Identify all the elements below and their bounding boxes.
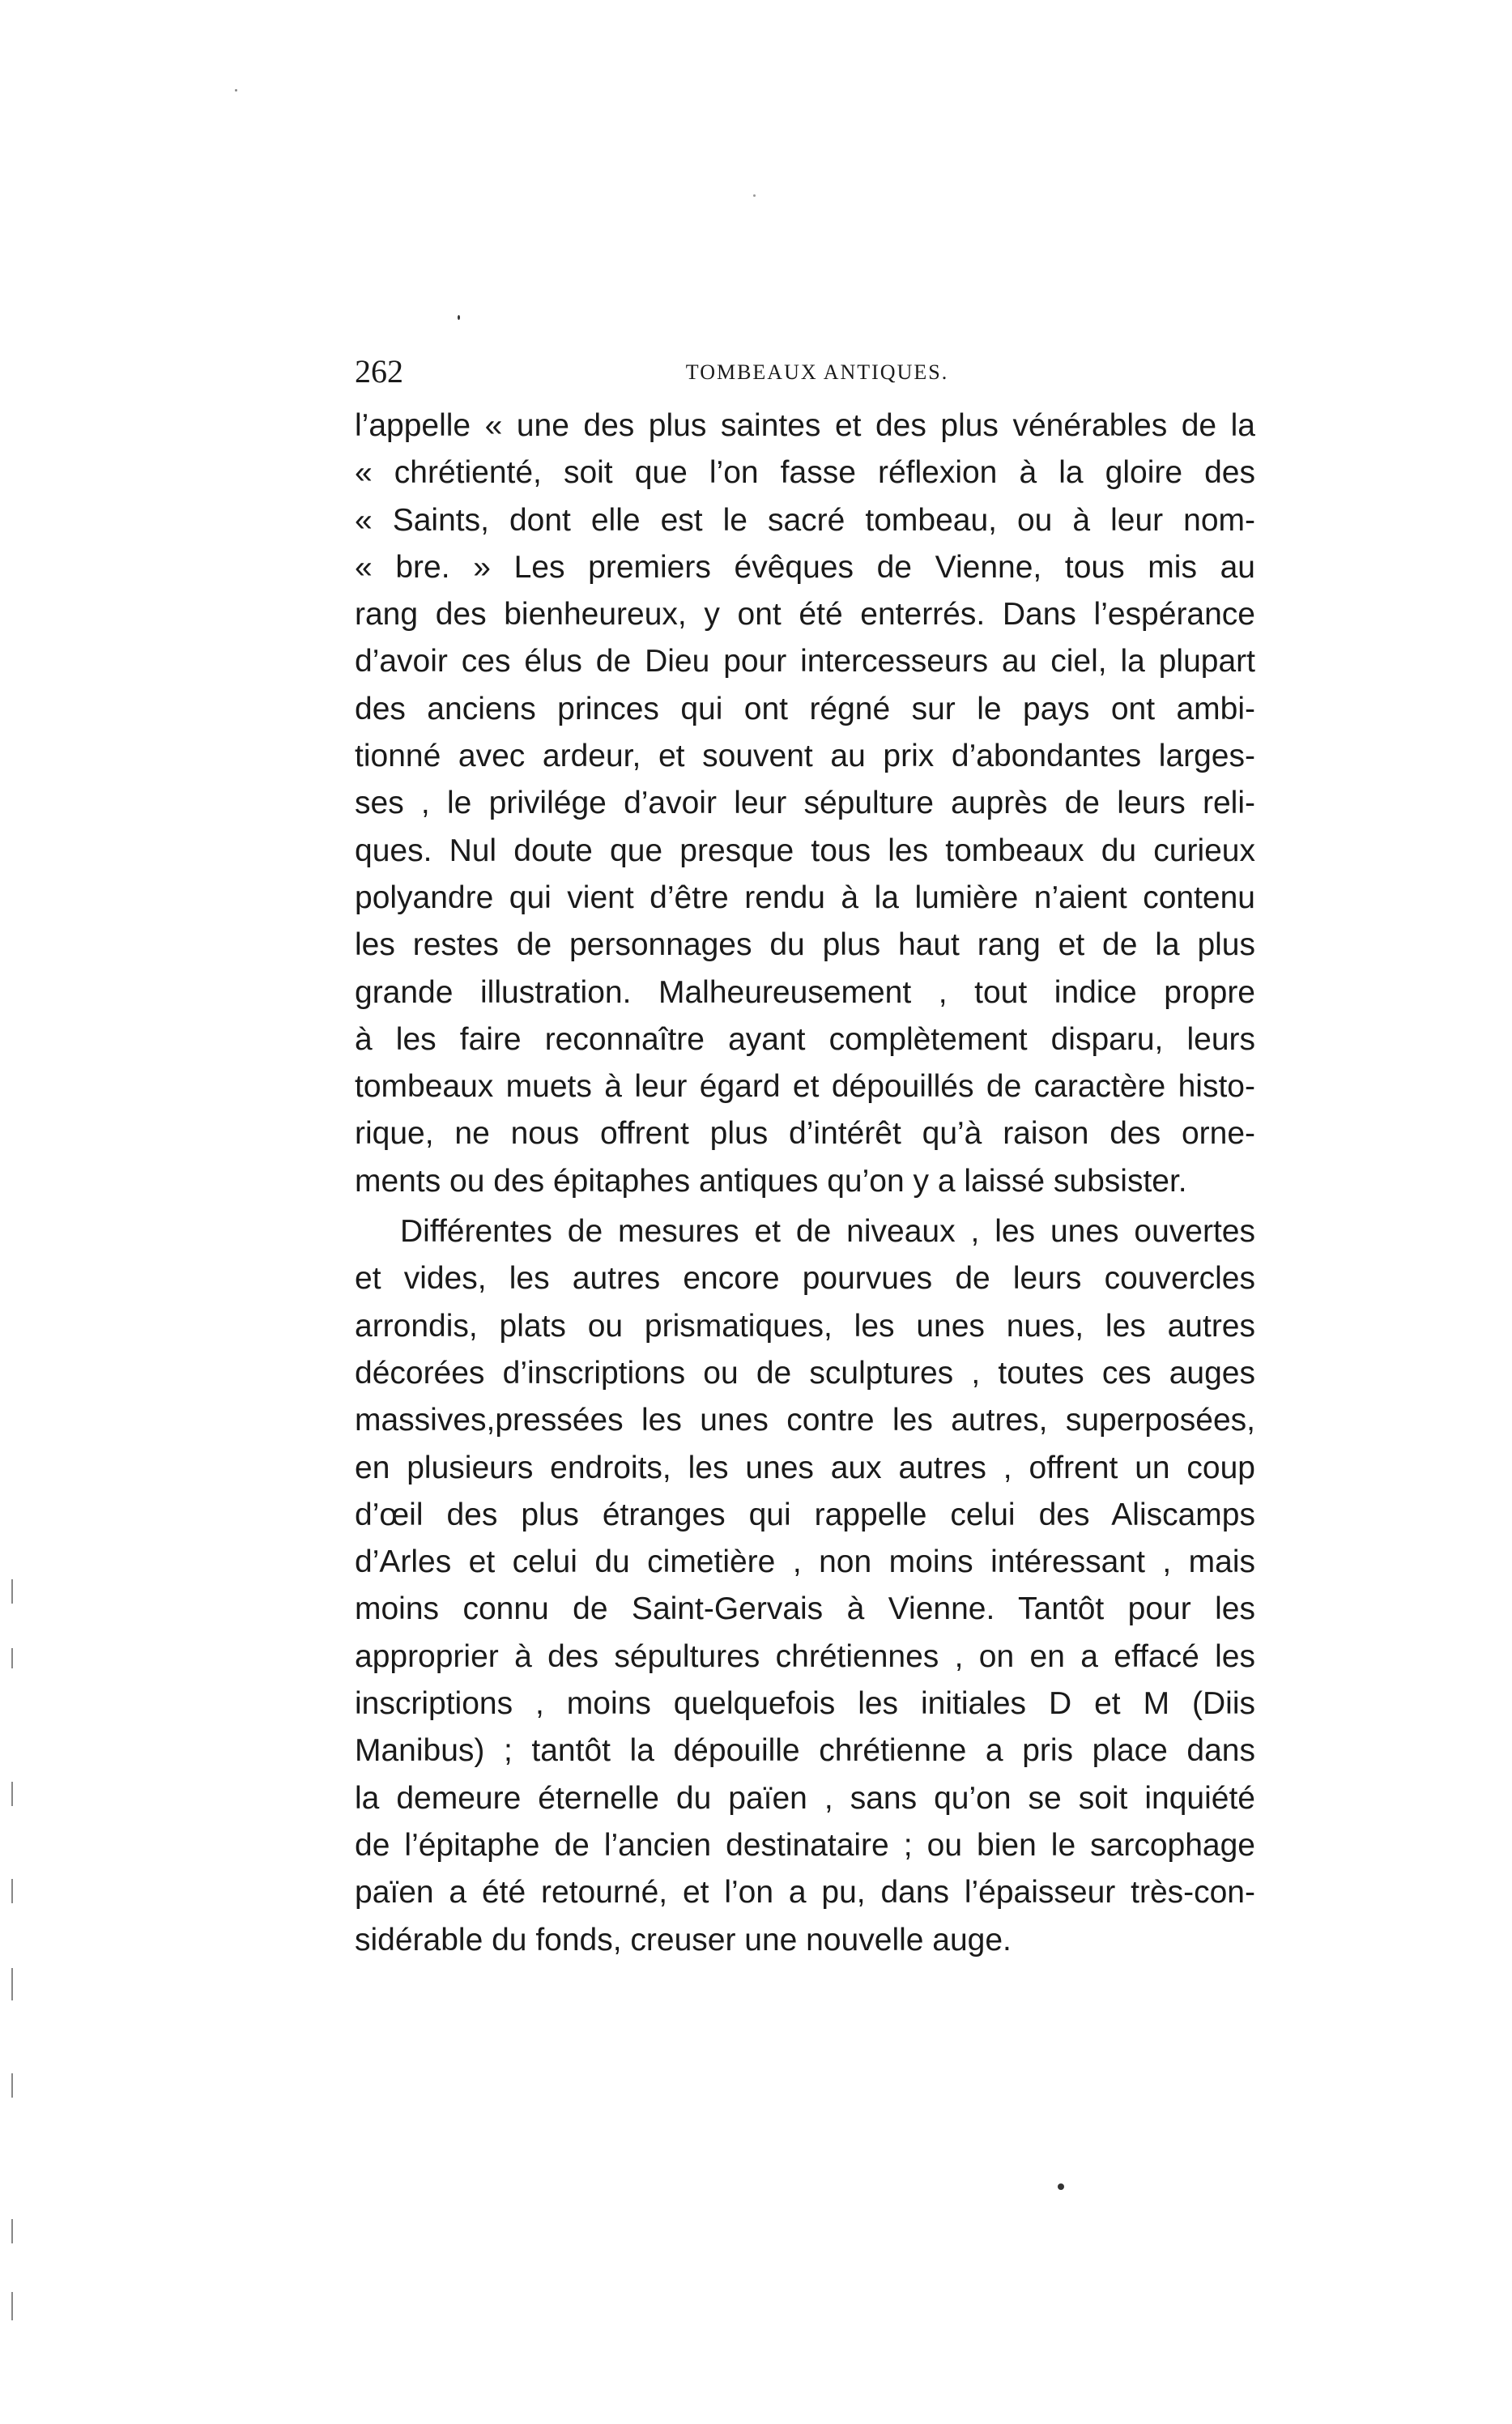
scan-edge-mark <box>11 1782 13 1806</box>
scan-speck <box>1058 2183 1064 2190</box>
text-line: grande illustration. Malheureusement , tout indice propre <box>355 974 1255 1010</box>
text-line: à les faire reconnaître ayant complètement disparu, leurs <box>355 1021 1255 1057</box>
text-line: massives,pressées les unes contre les autres, superposées, <box>355 1403 1255 1438</box>
page-number: 262 <box>355 353 403 390</box>
text-line: d’œil des plus étranges qui rappelle celui des Aliscamps <box>355 1497 1255 1532</box>
text-line: l’appelle « une des plus saintes et des plus vénérables de la <box>355 408 1255 443</box>
text-line: Manibus) ; tantôt la dépouille chrétienne a pris place dans <box>355 1733 1255 1769</box>
text-line: d’Arles et celui du cimetière , non moins intéressant , mais <box>355 1544 1255 1580</box>
text-line: « Saints, dont elle est le sacré tombeau, ou à leur nom- <box>355 502 1255 538</box>
text-line: tombeaux muets à leur égard et dépouillés de caractère histo- <box>355 1069 1255 1105</box>
page-header <box>355 344 1255 393</box>
text-line: de l’épitaphe de l’ancien destinataire ; ou bien le sarcophage <box>355 1827 1255 1863</box>
text-line: la demeure éternelle du païen , sans qu’on se soit inquiété <box>355 1780 1255 1816</box>
text-line: ques. Nul doute que presque tous les tombeaux du curieux <box>355 833 1255 868</box>
text-line: rang des bienheureux, y ont été enterrés. Dans l’espérance <box>355 597 1255 633</box>
text-line: Différentes de mesures et de niveaux , les unes ouvertes <box>400 1214 1255 1250</box>
text-line: moins connu de Saint-Gervais à Vienne. Tantôt pour les <box>355 1591 1255 1627</box>
text-line: approprier à des sépultures chrétiennes , on en a effacé les <box>355 1638 1255 1674</box>
text-line: « chrétienté, soit que l’on fasse réflexion à la gloire des <box>355 455 1255 491</box>
scan-edge-mark <box>11 1968 13 2000</box>
scan-speck <box>458 315 460 320</box>
text-line: polyandre qui vient d’être rendu à la lumière n’aient contenu <box>355 880 1255 915</box>
scan-edge-mark <box>11 1579 13 1604</box>
text-line: décorées d’inscriptions ou de sculptures , toutes ces auges <box>355 1355 1255 1391</box>
body-text <box>355 403 1255 1964</box>
text-line: des anciens princes qui ont régné sur le pays ont ambi- <box>355 691 1255 726</box>
text-line: tionné avec ardeur, et souvent au prix d’abondantes larges- <box>355 739 1255 774</box>
text-line: ments ou des épitaphes antiques qu’on y a laissé subsister. <box>355 1163 1187 1199</box>
scan-edge-mark <box>11 2292 13 2320</box>
scan-edge-mark <box>11 1879 13 1903</box>
text-line: et vides, les autres encore pourvues de leurs couvercles <box>355 1261 1255 1297</box>
text-line: ses , le privilége d’avoir leur sépulture auprès de leurs reli- <box>355 786 1255 821</box>
text-line: les restes de personnages du plus haut rang et de la plus <box>355 927 1255 963</box>
text-line: « bre. » Les premiers évêques de Vienne, tous mis au <box>355 549 1255 585</box>
text-line: inscriptions , moins quelquefois les initiales D et M (Diis <box>355 1686 1255 1722</box>
text-line: rique, ne nous offrent plus d’intérêt qu’à raison des orne- <box>355 1116 1255 1152</box>
scan-speck <box>235 89 237 92</box>
running-title: TOMBEAUX ANTIQUES. <box>685 360 949 384</box>
scan-edge-mark <box>11 2073 13 2098</box>
text-line: arrondis, plats ou prismatiques, les unes nues, les autres <box>355 1308 1255 1344</box>
text-line: en plusieurs endroits, les unes aux autres , offrent un coup <box>355 1450 1255 1485</box>
text-line: d’avoir ces élus de Dieu pour intercesseurs au ciel, la plupart <box>355 644 1255 679</box>
scan-edge-mark <box>11 1648 13 1668</box>
scan-speck <box>753 194 756 197</box>
text-line: sidérable du fonds, creuser une nouvelle auge. <box>355 1922 1012 1958</box>
text-line: païen a été retourné, et l’on a pu, dans l’épaisseur très-con- <box>355 1875 1255 1911</box>
scan-edge-mark <box>11 2219 13 2243</box>
